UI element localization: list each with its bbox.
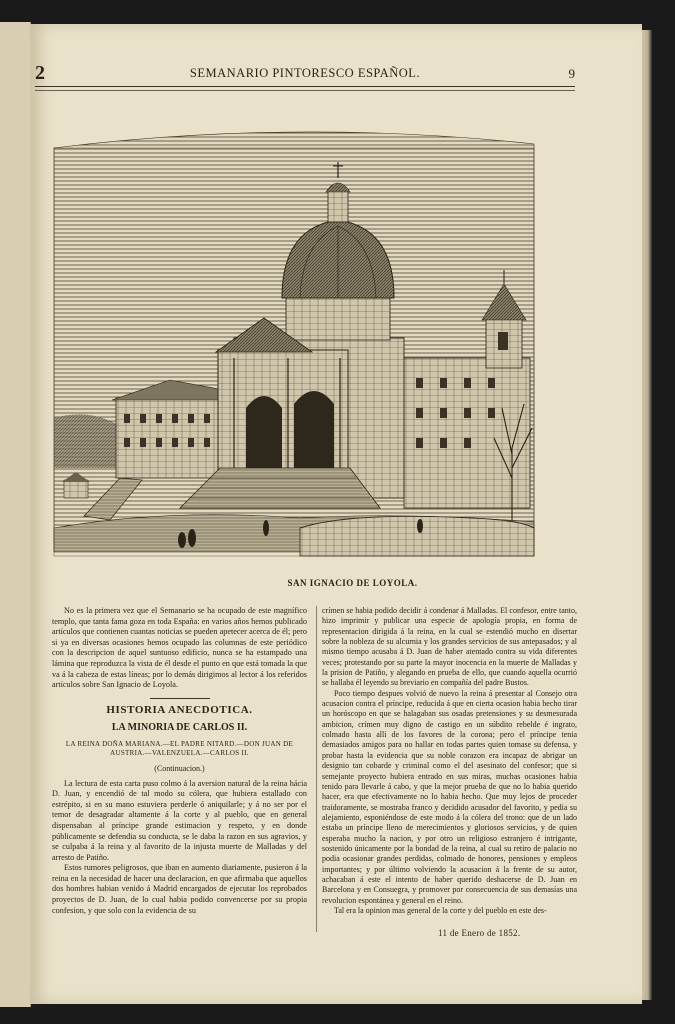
column-rule <box>316 606 317 932</box>
subsection-title: LA MINORIA DE CARLOS II. <box>111 722 248 734</box>
section-title: HISTORIA ANECDOTICA. <box>106 703 253 716</box>
body-paragraph: La lectura de esta carta puso colmo á la aversion natural de la reina hácia D. Juan, y encendió de tal modo su cólera, que hubiera estallado con estrépito, si en su mano estuviera perderle ó aniquilarle; y á no ser por el temor de desagradar altamente á la corte y al pueblo, que en general dispensaban al príncipe grande estimacion y respeto, y en donde públicamente se defendia su conducta, se le daba la razon en sus agravios, y se culpaba á la reina y al favorito de la injusta muerte de Malladas y del arresto de Patiño. <box>52 778 307 862</box>
page-edge-shadow <box>642 30 652 1000</box>
page-number-left: 2 <box>35 62 45 84</box>
body-paragraph: Tal era la opinion mas general de la corte y del pueblo en este des- <box>334 905 547 915</box>
persons-list: LA REINA DOÑA MARIANA.—EL PADRE NITARD.—DON JUAN DE AUSTRIA.—VALENZUELA.—CARLOS II. <box>65 739 294 757</box>
body-paragraph: Estos rumores peligrosos, que iban en aumento diariamente, pusieron á la reina en la necesidad de hacer una declaracion, en que afirmaba que aquellos dos hombres habian venido á Madrid encargados de ejecutar los reprobados proyectos de D. Juan, de lo cual habia podido convencerse por su propia confesion, y que solo con la evidencia de su <box>52 863 307 915</box>
header-rule <box>35 90 575 91</box>
body-paragraph: Poco tiempo despues volvió de nuevo la reina á presentar al Consejo otra acusacion contra el príncipe, reducida á que en cierta ocasion habia hecho tirar un horóscopo en que se halagaban sus osadas pretensiones y su desmesurada ambicion, crímen muy digno de castigo en un súbdito rebelde é ingrato, colmado hasta allí de los favores de la corona; pero el príncipe tenia demasiados amigos para no hallar en todas partes quien tomase su defensa, y probar hasta la evidencia que su noble corazon era incapaz de abrigar un designio tan cobarde y criminal como el del asesinato del confesor; que si semejante proyecto hubiera entrado en sus miras, muchas ocasiones habia tenido para llevarle á cabo, y que la mejor prueba de que no lo habia querido hacer, era que efectivamente no lo habia hecho. Que muy lejos de proceder traidoramente, se mostraba franco y decidido acusador del favorito, y pedia su alejamiento, esponiéndose de este modo á la cólera del trono: que de un lado estaba un príncipe lleno de merecimientos y gloriosos servicios, y de quien esperaba mucho la nacion, y por otro un religioso estranjero é intrigante, sostenido únicamente por la bondad de la reina, al cual su retiro de palacio no podia ocasionar grandes perdidas, colmado de honores, pensiones y empleos importantes; y por último volviendo la acusacion á la frente de su autor, achacaban á este el intento de haber querido deshacerse de D. Juan en Barcelona y en Consuegra, y promover por consecuencia de sus demasías una revolucion espontánea y general en el reino. <box>322 688 577 905</box>
intro-paragraph: No es la primera vez que el Semanario se ha ocupado de este magnífico templo, que tanta fama goza en toda España: en varios años hemos publicado artículos que contienen cuantas noticias se pueden apetecer acerca de él; pero si ya en diversas ocasiones hemos ocupado las columnas de este periódico con la descripcion de aquel suntuoso edificio, nunca se ha estampado una lámina que reproduzca la vista de él desde el punto en que está tomada la que va á la cabeza de estas líneas; por lo demás dirigimos al lector á los referidos artículos sobre San Ignacio de Loyola. <box>52 606 307 690</box>
publication-title: SEMANARIO PINTORESCO ESPAÑOL. <box>189 66 421 80</box>
page-number-right: 9 <box>568 66 575 81</box>
illustration-caption: SAN IGNACIO DE LOYOLA. <box>287 578 418 588</box>
issue-date: 11 de Enero de 1852. <box>438 928 521 938</box>
body-paragraph: crímen se habia podido decidir á condenar á Malladas. El confesor, entre tanto, hizo imprimir y publicar una especie de apología propia, en forma de representacion dirigida á la reina, en la cual se estendió mucho en disertar sobre la nobleza de su alcurnia y los grandes servicios de sus antepasados; y al mismo tiempo acusaba á D. Juan de haber atentado contra su vida diferentes veces; protestando por su parte la mayor inocencia en la muerte de Malladas y la prision de Patiño, y alegando en prueba de ello, que cuando aquella ocurrió se hallaba él leyendo su breviario en compañía del padre Bustos. <box>322 606 577 688</box>
basilica-engraving <box>50 108 538 568</box>
running-header <box>35 64 575 87</box>
section-divider <box>150 698 210 699</box>
article-column-left <box>52 606 307 916</box>
article-column-right <box>322 606 577 916</box>
facing-page-edge <box>0 22 31 1007</box>
continuation-note: (Continuacion.) <box>154 763 205 773</box>
